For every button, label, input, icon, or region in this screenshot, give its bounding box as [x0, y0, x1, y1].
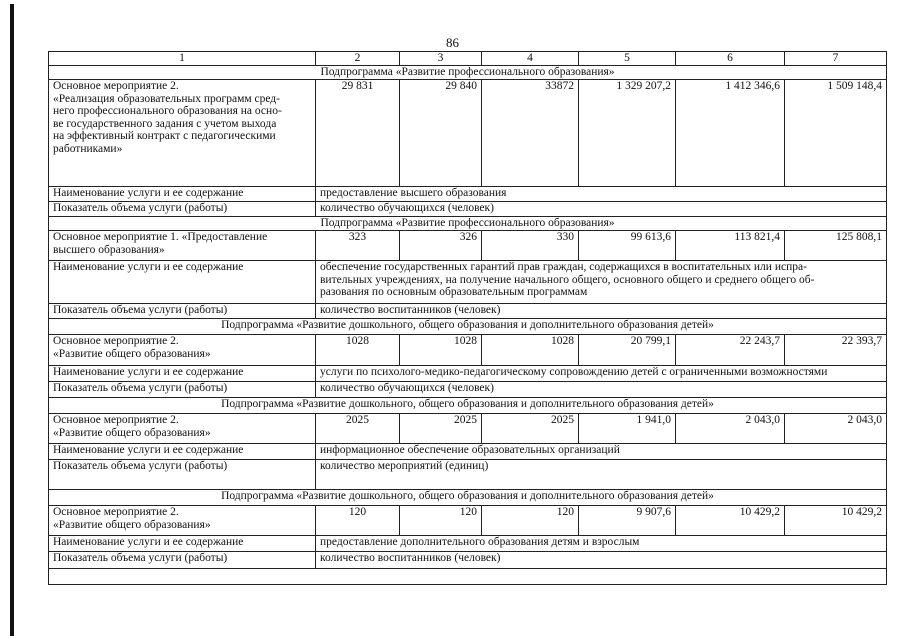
- event-row: [49, 335, 887, 366]
- service-description: [316, 366, 887, 382]
- value-col-2: 2025: [316, 414, 400, 444]
- indicator-description: [316, 382, 887, 398]
- event-name-line: Основное мероприятие 1. «Предоставление: [53, 231, 268, 243]
- service-row: [49, 261, 887, 304]
- empty-row: [49, 569, 887, 585]
- event-name-line: Основное мероприятие 2.: [53, 80, 179, 92]
- service-row: [49, 444, 887, 460]
- value-col-7: 125 808,1: [785, 231, 887, 261]
- event-name-line: него профессионального образования на осно-: [53, 105, 282, 117]
- indicator-label: Показатель объема услуги (работы): [49, 382, 316, 398]
- value-col-5: 1 941,0: [579, 414, 676, 444]
- indicator-description: [316, 460, 887, 490]
- indicator-label: Показатель объема услуги (работы): [49, 202, 316, 217]
- value-col-7: 10 429,2: [785, 506, 887, 536]
- value-col-4: 330: [482, 231, 579, 261]
- subprogram-title: Подпрограмма «Развитие дошкольного, общего образования и дополнительного образования детей»: [49, 319, 887, 335]
- indicator-description: [316, 552, 887, 569]
- value-col-7: 2 043,0: [785, 414, 887, 444]
- header-cell-5: 5: [579, 52, 676, 66]
- service-description-line: услуги по психолого-медико-педагогическому сопровождению детей с ограниченными возможностями: [320, 366, 828, 378]
- header-cell-1: 1: [49, 52, 316, 66]
- binding-line: [10, 4, 14, 636]
- indicator-label: Показатель объема услуги (работы): [49, 460, 316, 490]
- indicator-row: [49, 202, 887, 217]
- value-col-5: 99 613,6: [579, 231, 676, 261]
- value-col-7: 22 393,7: [785, 335, 887, 366]
- value-col-6: 22 243,7: [676, 335, 785, 366]
- subprogram-row: [49, 398, 887, 414]
- subprogram-title: Подпрограмма «Развитие профессионального образования»: [49, 66, 887, 80]
- event-name: [49, 80, 316, 187]
- indicator-description: [316, 304, 887, 319]
- value-col-3: 29 840: [400, 80, 482, 187]
- indicator-row: [49, 460, 887, 490]
- subprogram-row: [49, 66, 887, 80]
- event-name: [49, 506, 316, 536]
- event-name: [49, 335, 316, 366]
- value-col-5: 20 799,1: [579, 335, 676, 366]
- service-row: [49, 187, 887, 202]
- table-body: [49, 52, 887, 585]
- subprogram-row: [49, 217, 887, 231]
- value-col-2: 323: [316, 231, 400, 261]
- value-col-4: 33872: [482, 80, 579, 187]
- event-name-line: «Развитие общего образования»: [53, 518, 211, 531]
- service-label: Наименование услуги и ее содержание: [49, 261, 316, 304]
- service-description: [316, 187, 887, 202]
- event-row: [49, 231, 887, 261]
- header-cell-3: 3: [400, 52, 482, 66]
- header-row: [49, 52, 887, 66]
- value-col-7: 1 509 148,4: [785, 80, 887, 187]
- service-label: Наименование услуги и ее содержание: [49, 444, 316, 460]
- event-name-line: Основное мероприятие 2.: [53, 506, 179, 518]
- header-cell-7: 7: [785, 52, 887, 66]
- indicator-row: [49, 552, 887, 569]
- value-col-4: 1028: [482, 335, 579, 366]
- indicator-description-line: количество обучающихся (человек): [320, 382, 494, 394]
- event-name-line: высшего образования»: [53, 243, 165, 256]
- empty-cell: [49, 569, 887, 585]
- indicator-label: Показатель объема услуги (работы): [49, 304, 316, 319]
- value-col-3: 1028: [400, 335, 482, 366]
- service-description: [316, 444, 887, 460]
- event-row: [49, 506, 887, 536]
- event-name-line: ве государственного задания с учетом выхода: [53, 117, 277, 130]
- value-col-6: 2 043,0: [676, 414, 785, 444]
- event-name-line: «Реализация образовательных программ сред-: [53, 92, 280, 105]
- header-cell-2: 2: [316, 52, 400, 66]
- indicator-description: [316, 202, 887, 217]
- service-label: Наименование услуги и ее содержание: [49, 187, 316, 202]
- value-col-6: 1 412 346,6: [676, 80, 785, 187]
- event-row: [49, 414, 887, 444]
- value-col-5: 1 329 207,2: [579, 80, 676, 187]
- subprogram-row: [49, 319, 887, 335]
- value-col-3: 2025: [400, 414, 482, 444]
- event-name-line: работниками»: [53, 142, 123, 155]
- value-col-4: 120: [482, 506, 579, 536]
- service-description: [316, 261, 887, 304]
- service-description-line: разования по основным образовательным программам: [320, 286, 588, 298]
- value-col-6: 113 821,4: [676, 231, 785, 261]
- subprogram-title: Подпрограмма «Развитие профессионального образования»: [49, 217, 887, 231]
- header-cell-4: 4: [482, 52, 579, 66]
- page-number: 86: [446, 35, 459, 50]
- service-row: [49, 366, 887, 382]
- service-description: [316, 536, 887, 552]
- event-name: [49, 414, 316, 444]
- header-cell-6: 6: [676, 52, 785, 66]
- value-col-6: 10 429,2: [676, 506, 785, 536]
- service-description-line: предоставление дополнительного образования детям и взрослым: [320, 536, 640, 548]
- indicator-row: [49, 304, 887, 319]
- budget-table: [48, 51, 887, 585]
- service-description-line: обеспечение государственных гарантий прав граждан, содержащихся в воспитательных или испра-: [320, 261, 807, 273]
- indicator-row: [49, 382, 887, 398]
- subprogram-title: Подпрограмма «Развитие дошкольного, общего образования и дополнительного образования детей»: [49, 398, 887, 414]
- event-name: [49, 231, 316, 261]
- event-name-line: «Развитие общего образования»: [53, 426, 211, 439]
- service-description-line: предоставление высшего образования: [320, 187, 507, 199]
- service-label: Наименование услуги и ее содержание: [49, 536, 316, 552]
- indicator-description-line: количество воспитанников (человек): [320, 304, 501, 316]
- subprogram-row: [49, 490, 887, 506]
- value-col-3: 326: [400, 231, 482, 261]
- service-description-line: вительных учреждениях, на получение начального общего, основного общего и среднего общего об-: [320, 273, 815, 286]
- event-name-line: на эффективный контракт с педагогическими: [53, 130, 276, 142]
- service-label: Наименование услуги и ее содержание: [49, 366, 316, 382]
- event-name-line: Основное мероприятие 2.: [53, 335, 179, 347]
- indicator-description-line: количество мероприятий (единиц): [320, 460, 489, 472]
- indicator-label: Показатель объема услуги (работы): [49, 552, 316, 569]
- service-row: [49, 536, 887, 552]
- value-col-2: 120: [316, 506, 400, 536]
- event-row: [49, 80, 887, 187]
- service-description-line: информационное обеспечение образовательных организаций: [320, 444, 620, 456]
- event-name-line: «Развитие общего образования»: [53, 347, 211, 360]
- subprogram-title: Подпрограмма «Развитие дошкольного, общего образования и дополнительного образования детей»: [49, 490, 887, 506]
- value-col-2: 1028: [316, 335, 400, 366]
- value-col-4: 2025: [482, 414, 579, 444]
- value-col-2: 29 831: [316, 80, 400, 187]
- value-col-5: 9 907,6: [579, 506, 676, 536]
- indicator-description-line: количество обучающихся (человек): [320, 202, 494, 214]
- event-name-line: Основное мероприятие 2.: [53, 414, 179, 426]
- value-col-3: 120: [400, 506, 482, 536]
- indicator-description-line: количество воспитанников (человек): [320, 552, 501, 564]
